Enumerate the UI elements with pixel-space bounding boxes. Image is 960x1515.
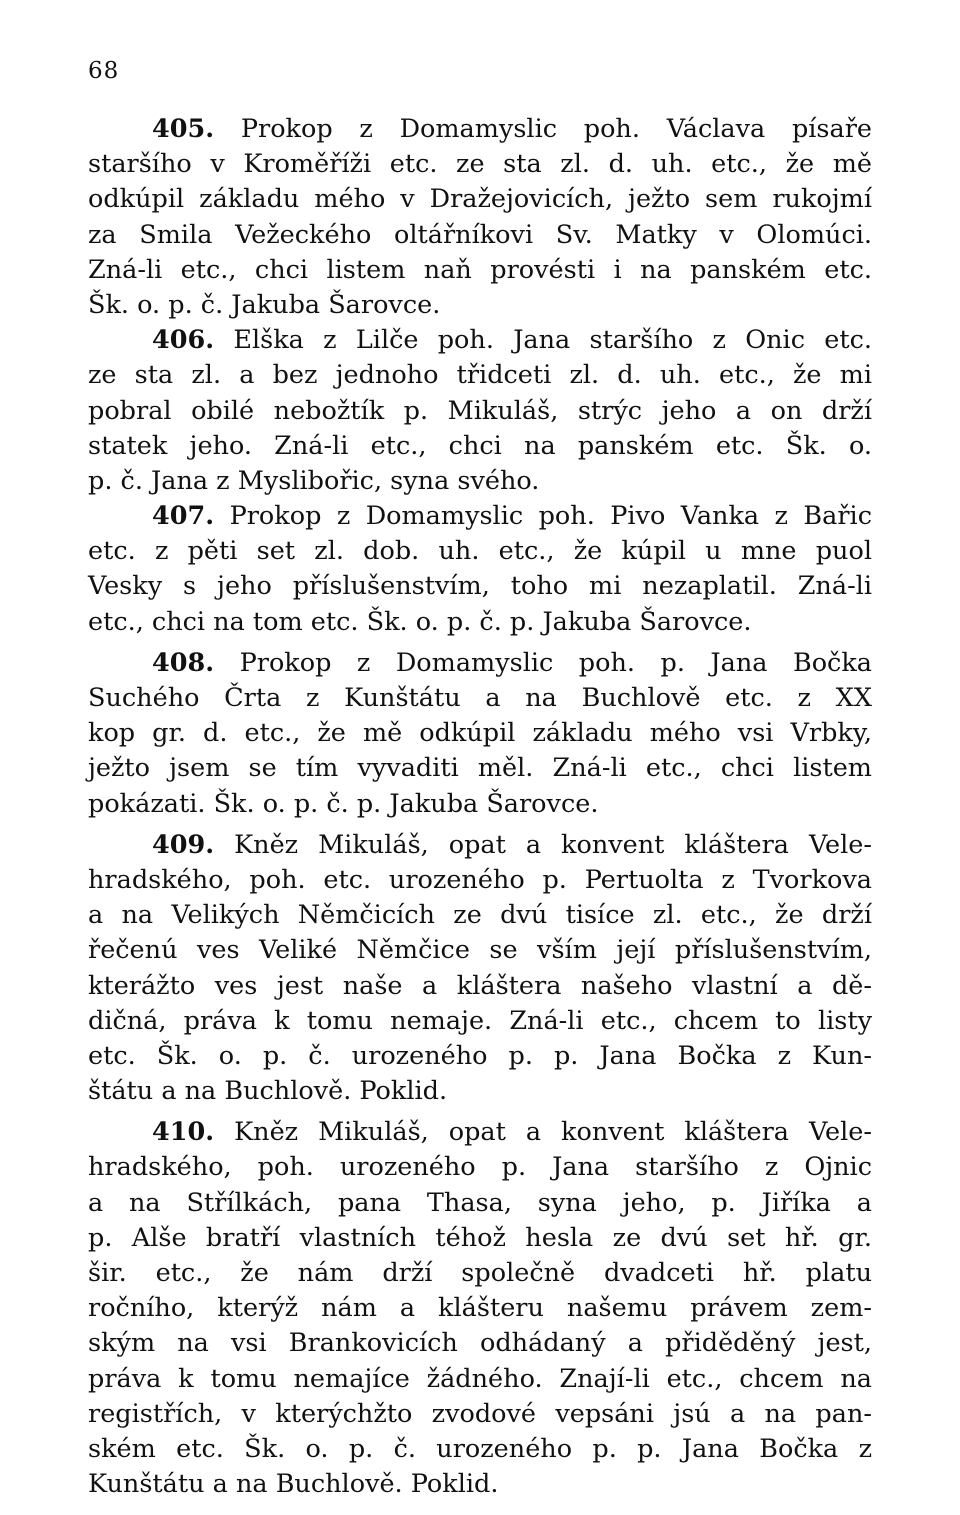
text-line xyxy=(88,646,872,681)
line-text: za Smila Vežeckého oltářníkovi Sv. Matky v Olomúci. xyxy=(88,219,872,250)
text-line xyxy=(88,1115,872,1150)
text-line xyxy=(88,429,872,464)
line-text: Šk. o. p. č. Jakuba Šarovce. xyxy=(88,289,441,320)
line-text: ročního, kterýž nám a klášteru našemu právem zem- xyxy=(88,1293,872,1324)
text-line xyxy=(88,1432,872,1467)
text-line xyxy=(88,1362,872,1397)
line-text: ským na vsi Brankovicích odhádaný a přiděděný jest, xyxy=(88,1328,872,1359)
text-line xyxy=(88,898,872,933)
text-line xyxy=(88,828,872,863)
line-text: Vesky s jeho příslušenstvím, toho mi nezaplatil. Zná-li xyxy=(88,571,872,602)
line-text: pobral obilé nebožtík p. Mikuláš, strýc jeho a on drží xyxy=(88,395,872,426)
line-text: kop gr. d. etc., že mě odkúpil základu mého vsi Vrbky, xyxy=(88,718,872,749)
text-line xyxy=(88,499,872,534)
text-line xyxy=(88,464,872,499)
line-text: Kunštátu a na Buchlově. Poklid. xyxy=(88,1469,499,1500)
line-text: Suchého Črta z Kunštátu a na Buchlově etc. z XX xyxy=(88,683,872,713)
text-line xyxy=(88,253,872,288)
text-line xyxy=(88,182,872,217)
text-line xyxy=(88,394,872,429)
line-text: Prokop z Domamyslic poh. p. Jana Bočka xyxy=(239,647,872,678)
line-text: ježto jsem se tím vyvaditi měl. Zná-li etc., chci listem xyxy=(88,753,872,784)
text-line xyxy=(88,1039,872,1074)
line-text: p. č. Jana z Myslibořic, syna svého. xyxy=(88,465,540,496)
line-text: šir. etc., že nám drží společně dvadceti hř. platu xyxy=(88,1258,872,1288)
text-line xyxy=(88,863,872,898)
line-text: Zná-li etc., chci listem naň provésti i na panském etc. xyxy=(88,254,872,285)
text-line xyxy=(88,751,872,786)
text-line xyxy=(88,1221,872,1256)
entry-407 xyxy=(88,499,872,640)
entry-number: 410. xyxy=(152,1117,215,1148)
line-text: etc. z pěti set zl. dob. uh. etc., že kúpil u mne puol xyxy=(88,536,872,567)
text-line xyxy=(88,1291,872,1326)
line-text: etc., chci na tom etc. Šk. o. p. č. p. Jakuba Šarovce. xyxy=(88,606,752,637)
entry-number: 408. xyxy=(152,647,215,678)
page-number: 68 xyxy=(88,58,120,84)
text-line xyxy=(88,147,872,182)
line-text: hradského, poh. urozeného p. Jana staršího z Ojnic xyxy=(88,1152,872,1183)
line-text: řečenú ves Veliké Němčice se vším její příslušenstvím, xyxy=(88,935,872,966)
text-line xyxy=(88,933,872,968)
line-text: odkúpil základu mého v Dražejovicích, ježto sem rukojmí xyxy=(88,184,872,215)
entry-number: 405. xyxy=(152,114,215,144)
line-text: Kněz Mikuláš, opat a konvent kláštera Vele- xyxy=(234,1117,873,1148)
line-text: Prokop z Domamyslic poh. Pivo Vanka z Bařic xyxy=(229,501,872,532)
line-text: pokázati. Šk. o. p. č. p. Jakuba Šarovce. xyxy=(88,788,599,819)
line-text: hradského, poh. etc. urozeného p. Pertuolta z Tvorkova xyxy=(88,864,872,895)
entry-number: 406. xyxy=(152,325,215,356)
entry-409 xyxy=(88,828,872,1110)
entry-410 xyxy=(88,1115,872,1502)
text-line xyxy=(88,569,872,604)
line-text: štátu a na Buchlově. Poklid. xyxy=(88,1076,448,1107)
line-text: statek jeho. Zná-li etc., chci na panském etc. Šk. o. xyxy=(88,430,872,461)
line-text: kterážto ves jest naše a kláštera našeho vlastní a dě- xyxy=(88,970,872,1001)
text-line xyxy=(88,534,872,569)
line-text: etc. Šk. o. p. č. urozeného p. p. Jana Bočka z Kun- xyxy=(88,1040,872,1071)
line-text: p. Alše bratří vlastních téhož hesla ze dvú set hř. gr. xyxy=(88,1222,872,1253)
text-line xyxy=(88,323,872,358)
line-text: Prokop z Domamyslic poh. Václava písaře xyxy=(240,114,872,144)
line-text: a na Střílkách, pana Thasa, syna jeho, p. Jiříka a xyxy=(88,1187,872,1218)
text-line xyxy=(88,1467,872,1502)
line-text: dičná, práva k tomu nemaje. Zná-li etc., chcem to listy xyxy=(88,1005,872,1036)
entry-408 xyxy=(88,646,872,822)
line-text: a na Velikých Němčicích ze dvú tisíce zl. etc., že drží xyxy=(88,900,872,931)
entry-405 xyxy=(88,112,872,323)
line-text: staršího v Kroměříži etc. ze sta zl. d. uh. etc., že mě xyxy=(88,149,872,180)
entry-number: 407. xyxy=(152,501,215,532)
text-line xyxy=(88,1074,872,1109)
text-line xyxy=(88,1150,872,1185)
line-text: registřích, v kterýchžto zvodové vepsáni jsú a na pan- xyxy=(88,1398,872,1429)
entry-number: 409. xyxy=(152,829,215,860)
line-text: ském etc. Šk. o. p. č. urozeného p. p. Jana Bočka z xyxy=(88,1433,872,1464)
text-line xyxy=(88,1186,872,1221)
text-line xyxy=(88,1326,872,1361)
line-text: práva k tomu nemajíce žádného. Znají-li etc., chcem na xyxy=(88,1363,872,1394)
line-text: Kněz Mikuláš, opat a konvent kláštera Vele- xyxy=(234,829,873,860)
text-line xyxy=(88,1397,872,1432)
text-line xyxy=(88,605,872,640)
text-line xyxy=(88,218,872,253)
line-text: ze sta zl. a bez jednoho třidceti zl. d. uh. etc., že mi xyxy=(88,360,872,391)
entry-406 xyxy=(88,323,872,499)
text-line xyxy=(88,787,872,822)
text-line xyxy=(88,969,872,1004)
text-line xyxy=(88,358,872,393)
text-line xyxy=(88,112,872,147)
document-body xyxy=(88,112,872,1502)
text-line xyxy=(88,681,872,716)
line-text: Elška z Lilče poh. Jana staršího z Onic etc. xyxy=(233,325,872,356)
text-line xyxy=(88,1004,872,1039)
text-line xyxy=(88,716,872,751)
text-line xyxy=(88,288,872,323)
text-line xyxy=(88,1256,872,1291)
